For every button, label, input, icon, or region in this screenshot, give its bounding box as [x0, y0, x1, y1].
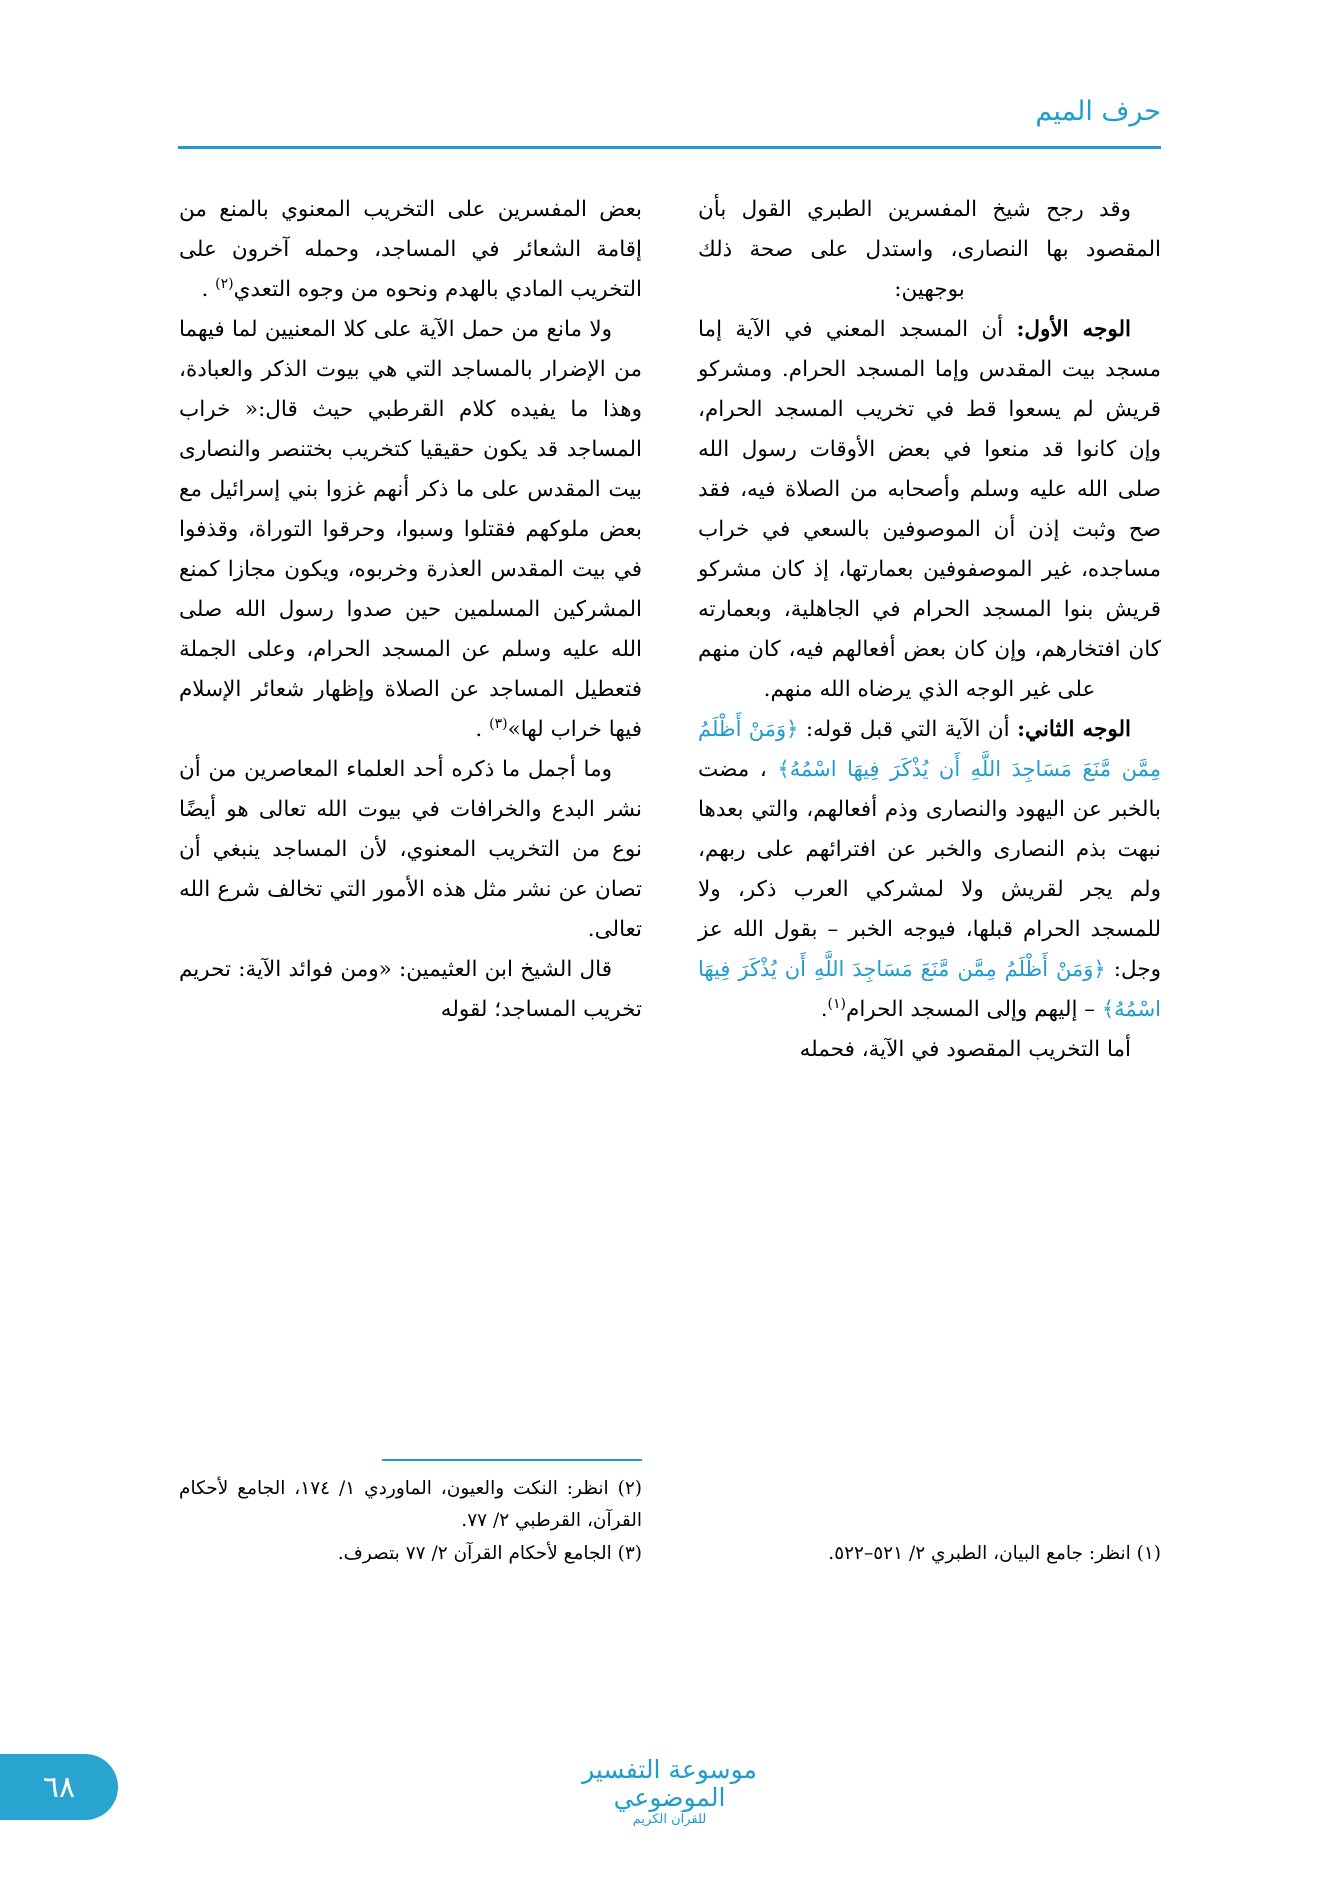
left-column	[179, 190, 642, 1570]
paragraph: وما أجمل ما ذكره أحد العلماء المعاصرين من أن نشر البدع والخرافات في بيوت الله تعالى هو أيضًا نوع من التخريب المعنوي، لأن المساجد ينبغي أن تصان عن نشر مثل هذه الأمور التي تخالف شرع الله تعالى.	[179, 756, 642, 942]
quran-verse: ﴿وَمَنْ أَظْلَمُ مِمَّن مَّنَعَ مَسَاجِدَ اللَّهِ أَن يُذْكَرَ فِيهَا اسْمُهُ﴾	[698, 716, 1161, 781]
footnote: (٢) انظر: النكت والعيون، الماوردي ١/ ١٧٤، الجامع لأحكام القرآن، القرطبي ٢/ ٧٧.	[179, 1477, 643, 1532]
paragraph-text: بعض المفسرين على التخريب المعنوي بالمنع من إقامة الشعائر في المساجد، وحمله آخرون على التخريب المادي بالهدم ونحوه من وجوه التعدي	[179, 197, 642, 302]
right-column	[698, 190, 1161, 1570]
paragraph: قال الشيخ ابن العثيمين: «ومن فوائد الآية: تحريم تخريب المساجد؛ لقوله	[179, 956, 642, 1022]
paragraph-lead: الوجه الثاني:	[1017, 716, 1131, 742]
paragraph-lead: الوجه الأول:	[1016, 316, 1131, 342]
footnote-marker: (٣)	[489, 715, 508, 732]
logo-line-2: للقرآن الكريم	[632, 1812, 707, 1828]
footnote-marker: (١)	[827, 995, 847, 1012]
paragraph-text-cont: ، مضت بالخبر عن اليهود والنصارى وذم أفعالهم، والتي بعدها نبهت بذم النصارى والخبر عن افترائهم على ربهم، ولم يجر لقريش ولا لمشركي العرب ذكر، ولا للمسجد الحرام قبلها، فيوجه الخبر – بقول الله عز وجل:	[698, 756, 1161, 982]
right-footnotes	[698, 1538, 1161, 1570]
quran-verse: ﴿وَمَنْ أَظْلَمُ مِمَّن مَّنَعَ مَسَاجِدَ اللَّهِ أَن يُذْكَرَ فِيهَا اسْمُهُ﴾	[698, 956, 1161, 1021]
paragraph: وقد رجح شيخ المفسرين الطبري القول بأن المقصود بها النصارى، واستدل على صحة ذلك بوجهين:	[698, 197, 1161, 302]
paragraph	[698, 310, 1161, 710]
footnote: (١) انظر: جامع البيان، الطبري ٢/ ٥٢١–٥٢٢.	[828, 1542, 1161, 1564]
paragraph-text: أن الآية التي قبل قوله:	[798, 716, 1010, 742]
left-footnotes	[179, 1459, 642, 1570]
text-columns	[178, 190, 1161, 1570]
page-number: ٦٨	[0, 1754, 118, 1820]
logo-line-1: موسوعة التفسير الموضوعي	[582, 1754, 757, 1813]
footnote: (٣) الجامع لأحكام القرآن ٢/ ٧٧ بتصرف.	[337, 1542, 642, 1564]
paragraph-text: أن المسجد المعني في الآية إما مسجد بيت المقدس وإما المسجد الحرام. ومشركو قريش لم يسعوا قط في تخريب المسجد الحرام، وإن كانوا قد منعوا في بعض الأوقات رسول الله صلى الله عليه وسلم وأصحابه من الصلاة فيه، فقد صح وثبت إذن أن الموصوفين بالسعي في خراب مساجده، غير الموصفوفين بعمارتها، إذ كان مشركو قريش بنوا المسجد الحرام في الجاهلية، وبعمارته كان افتخارهم، وإن كان بعض أفعالهم فيه، كان منهم على غير الوجه الذي يرضاه الله منهم.	[698, 316, 1161, 702]
paragraph-period: .	[201, 276, 216, 302]
paragraph	[698, 710, 1161, 1030]
footnote-divider	[382, 1459, 642, 1461]
page-header	[178, 96, 1161, 156]
paragraph: أما التخريب المقصود في الآية، فحمله	[799, 1036, 1131, 1062]
paragraph-period: .	[820, 996, 828, 1022]
page-footer	[0, 1728, 1339, 1838]
paragraph-text-end: – إليهم وإلى المسجد الحرام	[846, 996, 1096, 1022]
header-divider	[178, 146, 1161, 149]
publisher-logo	[550, 1756, 790, 1828]
paragraph-period: .	[475, 716, 490, 742]
paragraph	[179, 190, 642, 310]
footnote-marker: (٢)	[215, 275, 234, 292]
header-title: حرف الميم	[1035, 96, 1161, 127]
paragraph	[179, 310, 642, 750]
paragraph-text: ولا مانع من حمل الآية على كلا المعنيين لما فيهما من الإضرار بالمساجد التي هي بيوت الذكر والعبادة، وهذا ما يفيده كلام القرطبي حيث قال:« خراب المساجد قد يكون حقيقيا كتخريب بختنصر والنصارى بيت المقدس على ما ذكر أنهم غزوا بني إسرائيل مع بعض ملوكهم فقتلوا وسبوا، وحرقوا التوراة، وقذفوا في بيت المقدس العذرة وخربوه، ويكون مجازا كمنع المشركين المسلمين حين صدوا رسول الله صلى الله عليه وسلم عن المسجد الحرام، وعلى الجملة فتعطيل المساجد عن الصلاة وإظهار شعائر الإسلام فيها خراب لها»	[179, 316, 642, 742]
